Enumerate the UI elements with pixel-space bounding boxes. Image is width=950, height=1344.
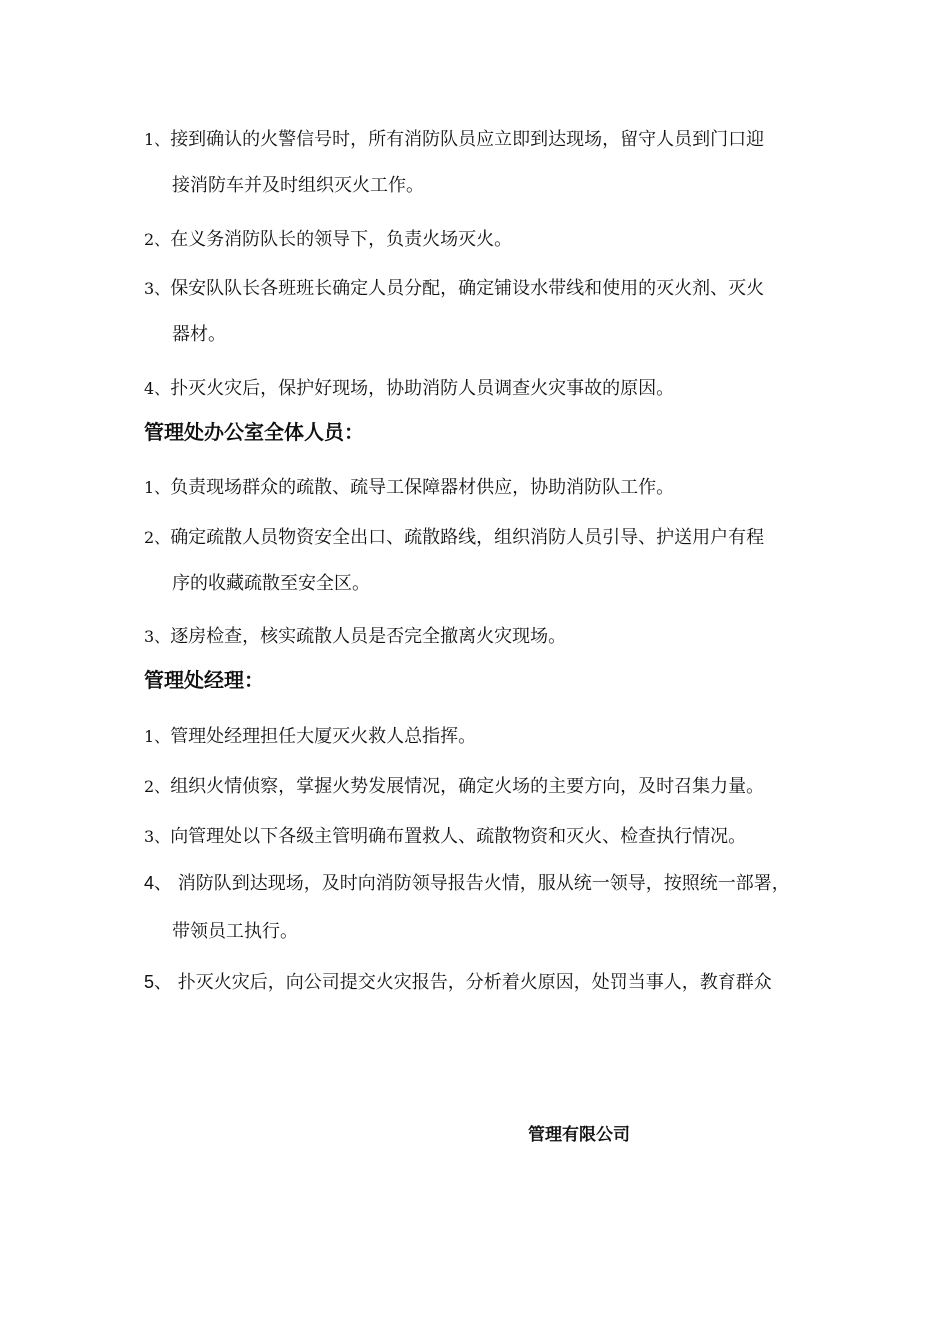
list-item: [144, 825, 746, 849]
list-item: [144, 128, 764, 152]
section-heading: 管理处办公室全体人员：: [144, 420, 364, 444]
item-text: 扑灭火灾后，向公司提交火灾报告，分析着火原因，处罚当事人，教育群众: [172, 972, 772, 993]
company-signature: 管理有限公司: [528, 1125, 630, 1145]
list-item-continuation: 接消防车并及时组织灭火工作。: [172, 175, 424, 196]
item-text: 接到确认的火警信号时，所有消防队员应立即到达现场，留守人员到门口迎: [170, 129, 765, 150]
list-item: [144, 725, 476, 749]
item-number: 1、: [144, 478, 171, 497]
item-text: 组织火情侦察，掌握火势发展情况，确定火场的主要方向，及时召集力量。: [170, 776, 765, 797]
section-heading: 管理处经理：: [144, 668, 264, 692]
item-number: 3、: [144, 279, 171, 298]
list-item: [144, 377, 674, 401]
item-number: 3、: [144, 827, 171, 846]
item-number: 1、: [144, 727, 171, 746]
list-item: [144, 476, 674, 500]
item-number: 1、: [144, 130, 171, 149]
item-number: 2、: [144, 528, 171, 547]
list-item: [144, 526, 764, 550]
item-number: 4、: [144, 379, 171, 398]
list-item: [144, 970, 772, 995]
item-text: 向管理处以下各级主管明确布置救人、疏散物资和灭火、检查执行情况。: [170, 826, 747, 847]
item-text: 确定疏散人员物资安全出口、疏散路线，组织消防人员引导、护送用户有程: [170, 527, 765, 548]
list-item: [144, 625, 566, 649]
item-number: 2、: [144, 777, 171, 796]
list-item-continuation: 序的收藏疏散至安全区。: [172, 573, 370, 594]
item-number: 5、: [144, 972, 173, 992]
list-item-continuation: 器材。: [172, 324, 226, 345]
item-number: 2、: [144, 230, 171, 249]
item-text: 管理处经理担任大厦灭火救人总指挥。: [170, 726, 477, 747]
item-text: 保安队队长各班班长确定人员分配，确定铺设水带线和使用的灭火剂、灭火: [170, 278, 765, 299]
list-item-continuation: 带领员工执行。: [172, 921, 298, 942]
item-text: 消防队到达现场，及时向消防领导报告火情，服从统一领导，按照统一部署，: [172, 873, 790, 894]
list-item: [144, 228, 512, 252]
list-item: [144, 871, 790, 896]
item-text: 在义务消防队长的领导下，负责火场灭火。: [170, 229, 513, 250]
list-item: [144, 775, 764, 799]
item-text: 负责现场群众的疏散、疏导工保障器材供应，协助消防队工作。: [170, 477, 675, 498]
item-number: 3、: [144, 627, 171, 646]
list-item: [144, 277, 764, 301]
item-number: 4、: [144, 873, 173, 893]
item-text: 扑灭火灾后，保护好现场，协助消防人员调查火灾事故的原因。: [170, 378, 675, 399]
item-text: 逐房检查，核实疏散人员是否完全撤离火灾现场。: [170, 626, 567, 647]
